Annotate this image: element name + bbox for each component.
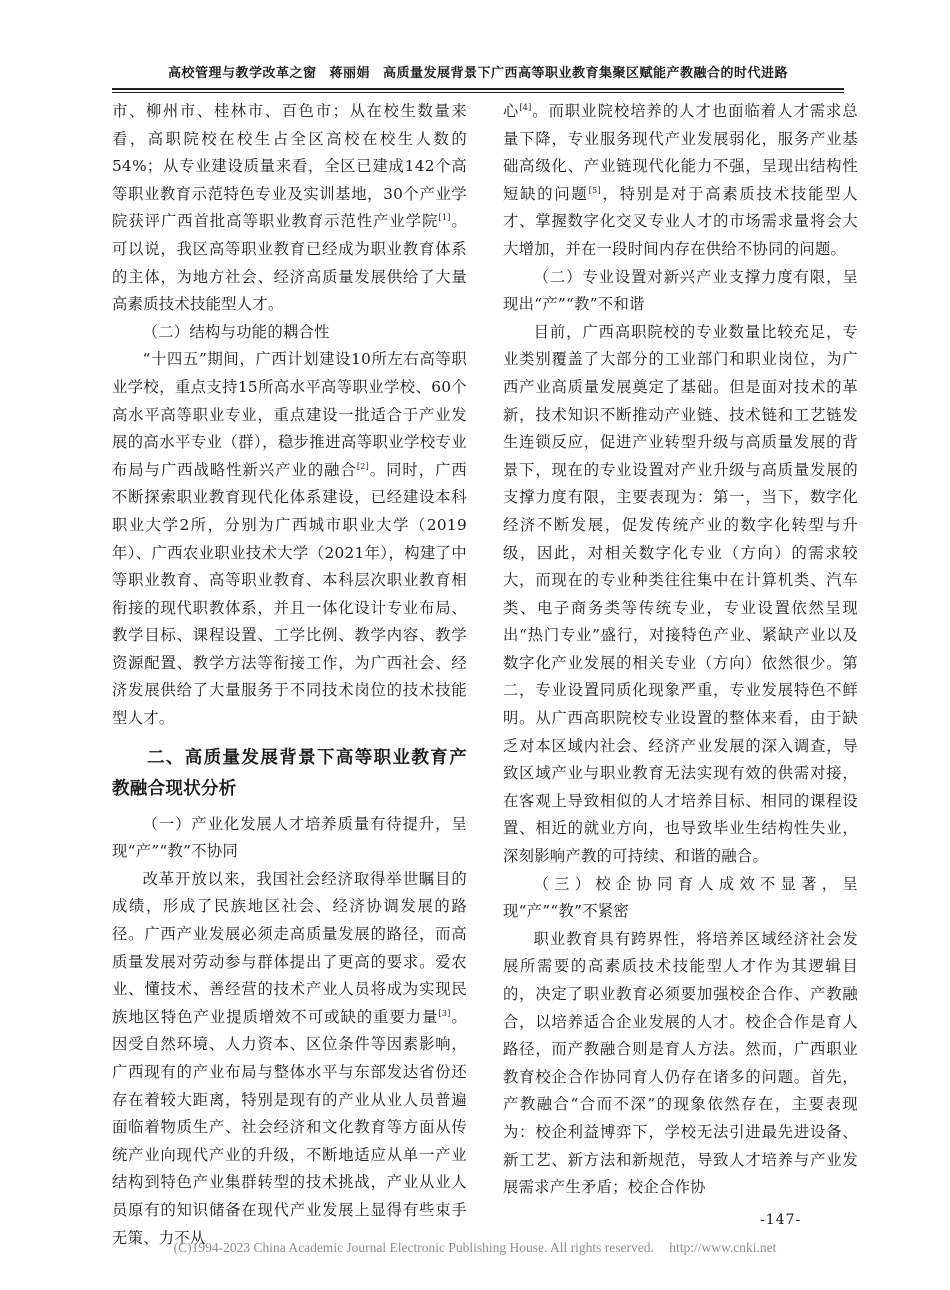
citation[interactable]: [3] bbox=[438, 1008, 451, 1018]
subsection-heading: （二）专业设置对新兴产业支撑力度有限，呈现出“产”“教”不和谐 bbox=[503, 267, 858, 314]
paragraph: 改革开放以来，我国社会经济取得举世瞩目的成绩，形成了民族地区社会、经济协调发展的路径。广西产业发展必须走高质量发展的路径，而高质量发展对劳动参与群体提出了更高的要求。爱农业、懂技术、善经营的技术产业人员将成为实现民族地区特色产业提质增效不可或缺的重要力量[3]。因受自然环境、人力资本、区位条件等因素影响，广西现有的产业布局与整体水平与东部发达省份还存在着较大距离，特别是现有的产业从业人员普遍面临着物质生产、社会经济和文化教育等方面从传统产业向现代产业的升级，不断地适应从单一产业结构到特色产业集群转型的技术挑战，产业从业人员原有的知识储备在现代产业发展上显得有些束手无策、力不从 bbox=[112, 869, 467, 1247]
subsection-heading: （一）产业化发展人才培养质量有待提升，呈现“产”“教”不协同 bbox=[112, 814, 467, 861]
section-heading: 二、高质量发展背景下高等职业教育产教融合现状分析 bbox=[112, 747, 467, 799]
paragraph: 职业教育具有跨界性，将培养区域经济社会发展所需要的高素质技术技能型人才作为其逻辑目的，决定了职业教育必须要加强校企合作、产教融合，以培养适合企业发展的人才。校企合作是育人路径，而产教融合则是育人方法。然而，广西职业教育校企合作协同育人仍存在诸多的问题。首先，产教融合“合而不深”的现象依然存在，主要表现为：校企利益博弈下，学校无法引进最先进设备、新工艺、新方法和新规范，导致人才培养与产业发展需求产生矛盾；校企合作协 bbox=[503, 929, 858, 1197]
subsection-heading: （二）结构与功能的耦合性 bbox=[142, 322, 330, 341]
citation[interactable]: [1] bbox=[438, 213, 451, 223]
header-rule-thin bbox=[112, 92, 844, 93]
article-title: 高质量发展背景下广西高等职业教育集聚区赋能产教融合的时代进路 bbox=[383, 66, 789, 81]
paragraph: “十四五”期间，广西计划建设10所左右高等职业学校，重点支持15所高水平高等职业学校、60个高水平高等职业专业，重点建设一批适合于产业发展的高水平专业（群），稳步推进高等职业学校专业布局与广西战略性新兴产业的融合[2]。同时，广西不断探索职业教育现代化体系建设，已经建设本科职业大学2所，分别为广西城市职业大学（2019年）、广西农业职业技术大学（2021年），构建了中等职业教育、高等职业教育、本科层次职业教育相衔接的现代职教体系，并且一体化设计专业布局、教学目标、课程设置、工学比例、教学内容、教学资源配置、教学方法等衔接工作，为广西社会、经济发展供给了大量服务于不同技术岗位的技术技能型人才。 bbox=[112, 350, 467, 728]
author-name: 蒋丽娟 bbox=[329, 66, 370, 81]
header-rule bbox=[112, 88, 844, 90]
paragraph: 心[4]。而职业院校培养的人才也面临着人才需求总量下降，专业服务现代产业发展弱化，服务产业基础高级化、产业链现代化能力不强，呈现出结构性短缺的问题[5]，特别是对于高素质技术技能型人才、掌握数字化交叉专业人才的市场需求量将会大大增加，并在一段时间内存在供给不协同的问题。 bbox=[503, 102, 858, 258]
journal-column: 高校管理与教学改革之窗 bbox=[167, 66, 317, 81]
copyright-footer bbox=[0, 1240, 950, 1256]
page-number: -147- bbox=[760, 1212, 802, 1228]
running-header bbox=[112, 62, 844, 81]
cnki-link[interactable]: http://www.cnki.net bbox=[669, 1240, 777, 1255]
citation[interactable]: [4] bbox=[519, 102, 532, 112]
citation[interactable]: [5] bbox=[588, 185, 601, 195]
right-column bbox=[503, 98, 858, 1202]
paragraph: 市、柳州市、桂林市、百色市；从在校生数量来看，高职院校在校生占全区高校在校生人数的54%；从专业建设质量来看，全区已建成142个高等职业教育示范特色专业及实训基地，30个产业学院获评广西首批高等职业教育示范性产业学院[1]。可以说，我区高等职业教育已经成为职业教育体系的主体，为地方社会、经济高质量发展供给了大量高素质技术技能型人才。 bbox=[112, 102, 467, 314]
left-column bbox=[112, 98, 467, 1252]
citation[interactable]: [2] bbox=[356, 461, 370, 471]
copyright-text: (C)1994-2023 China Academic Journal Electronic Publishing House. All rights reserved. bbox=[173, 1240, 654, 1255]
subsection-heading: （三）校企协同育人成效不显著，呈现“产”“教”不紧密 bbox=[503, 874, 858, 921]
paragraph: 目前，广西高职院校的专业数量比较充足，专业类别覆盖了大部分的工业部门和职业岗位，为广西产业高质量发展奠定了基础。但是面对技术的革新，技术知识不断推动产业链、技术链和工艺链发生连锁反应，促进产业转型升级与高质量发展的背景下，现在的专业设置对产业升级与高质量发展的支撑力度有限，主要表现为：第一，当下，数字化经济不断发展，促发传统产业的数字化转型与升级，因此，对相关数字化专业（方向）的需求较大，而现在的专业种类往往集中在计算机类、汽车类、电子商务类等传统专业，专业设置依然呈现出“热门专业”盛行，对接特色产业、紧缺产业以及数字化产业发展的相关专业（方向）依然很少。第二，专业设置同质化现象严重，专业发展特色不鲜明。从广西高职院校专业设置的整体来看，由于缺乏对本区域内社会、经济产业发展的深入调查，导致区域产业与职业教育无法实现有效的供需对接，在客观上导致相似的人才培养目标、相同的课程设置、相近的就业方向，也导致毕业生结构性失业，深刻影响产教的可持续、和谐的融合。 bbox=[503, 322, 858, 866]
